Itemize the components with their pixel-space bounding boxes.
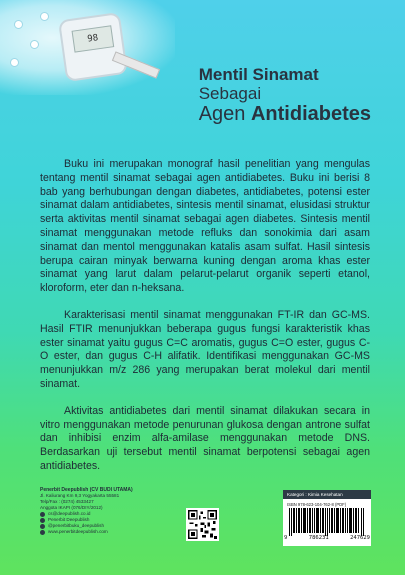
qr-code <box>186 508 219 541</box>
instagram-icon <box>40 524 45 529</box>
barcode-digit-lead: 9 <box>284 535 288 541</box>
category-label: Kategori : Kimia Kesehatan <box>283 490 371 499</box>
molecule-icon <box>30 40 39 49</box>
title-line-2: Sebagai <box>198 83 262 103</box>
publisher-info <box>40 487 170 535</box>
facebook-icon <box>40 518 45 523</box>
email-icon <box>40 512 45 517</box>
cover-photo <box>0 0 175 95</box>
molecule-icon <box>10 58 19 67</box>
barcode-digit-group-1: 786231 <box>308 535 329 541</box>
molecule-icon <box>14 20 23 29</box>
blurb-paragraph-2: Karakterisasi mentil sinamat menggunakan FT-IR dan GC-MS. Hasil FTIR menunjukkan beberapa gugus fungsi karakteristik khas ester sinamat yaitu gugus C=C aromatis, gugus C=O ester, gugus C-O ester, dan gugus C-H alifatik. Identifikasi menggunakan GC-MS menunjukkan m/z 286 yang merupakan berat molekul dari mentil sinamat. <box>40 308 370 390</box>
publisher-website-row <box>40 529 170 535</box>
blurb <box>40 158 370 487</box>
globe-icon <box>40 530 45 535</box>
publisher-name: Penerbit Deepublish (CV BUDI UTAMA) <box>40 487 133 493</box>
barcode-digits <box>284 535 370 541</box>
molecule-icon <box>40 12 49 21</box>
blurb-paragraph-1: Buku ini merupakan monograf hasil penelitian yang mengulas tentang mentil sinamat sebagai agen antidiabetes. Buku ini berisi 8 bab yang berhubungan dengan diabetes, antidiabetes, potensi ester sinamat dalam antidiabetes, sintesis mentil sinamat, elusidasi struktur serta aktivitas mentil sinamat sebagai agen diabetes. Sintesis mentil sinamat menggunakan metode refluks dan sonokimia dari asam sinamat dan mentol menggunakan katalis asam sulfat. Hasil sintesis berupa cairan minyak berwarna kuning dengan aroma khas ester sinamat yang larut dalam pelarut-pelarut organik seperti etanol, kloroform, eter dan n-heksana. <box>40 158 370 295</box>
publisher-email: cs@deepublish.co.id <box>48 511 91 516</box>
barcode-bars <box>287 508 367 536</box>
title-line-1: Mentil Sinamat <box>198 65 319 84</box>
isbn-label: ISBN 978-623-104-762-8 (PDF) <box>287 502 347 507</box>
title-line-3-bold: Antidiabetes <box>250 103 371 126</box>
publisher-facebook: Penerbit Deepublish <box>48 517 90 522</box>
publisher-address: Jl. Kaliurang Km 9,3 Yogyakarta 55581 <box>40 493 120 498</box>
publisher-phone: Telp/Fax : (0274) 4533427 <box>40 499 94 504</box>
publisher-ikapi: Anggota IKAPI (076/DIY/2012) <box>40 505 103 510</box>
blurb-paragraph-3: Aktivitas antidiabetes dari mentil sinamat dilakukan secara in vitro menggunakan metode penurunan glukosa dengan antrone sulfat dan inhibisi enzim alfa-amilase menggunakan metode DNS. Berdasarkan uji tersebut mentil sinamat berpotensi sebagai agen antidiabetes. <box>40 404 370 472</box>
book-title <box>199 66 371 125</box>
title-line-3 <box>199 103 371 125</box>
barcode-digit-group-2: 247629 <box>350 535 370 541</box>
title-line-3-prefix: Agen <box>198 103 251 126</box>
publisher-website: www.penerbitdeepublish.com <box>48 529 108 534</box>
publisher-instagram: @penerbitbuku_deepublish <box>48 523 105 528</box>
glucose-meter-icon <box>58 12 128 82</box>
meter-reading: 98 <box>72 25 115 52</box>
